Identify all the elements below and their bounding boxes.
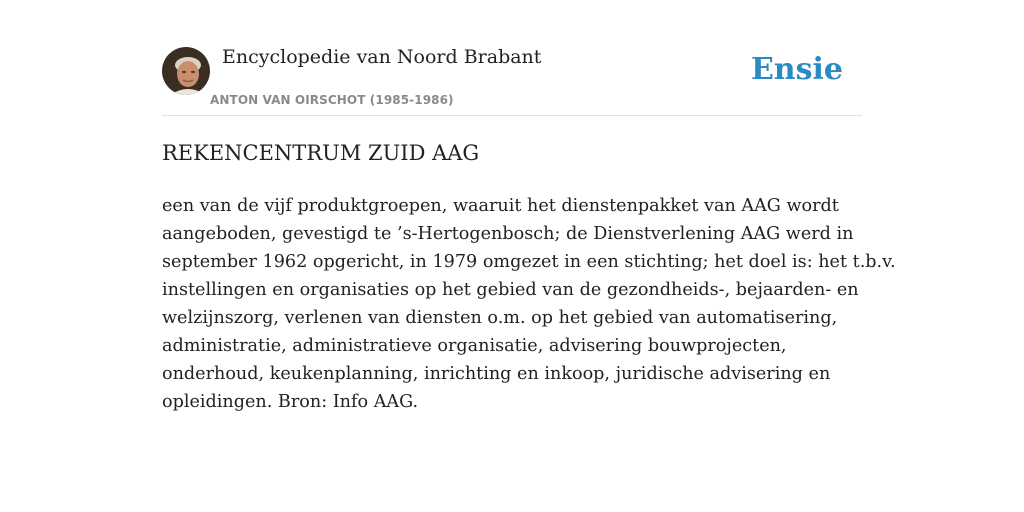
ensie-logo[interactable]: Ensie [750,52,843,87]
author-portrait-icon [162,47,210,95]
entry-body [162,192,896,416]
entry-body-line: opleidingen. Bron: Info AAG. [162,392,419,412]
author-avatar[interactable] [162,47,210,95]
entry-body-line: welzijnszorg, verlenen van diensten o.m. op het gebied van automatisering, [162,308,838,328]
entry-body-line: onderhoud, keukenplanning, inrichting en inkoop, juridische advisering en [162,364,831,384]
source-title[interactable]: Encyclopedie van Noord Brabant [222,46,542,68]
entry-body-line: september 1962 opgericht, in 1979 omgezet in een stichting; het doel is: het t.b.v. [162,252,896,272]
entry-body-line: instellingen en organisaties op het gebied van de gezondheids-, bejaarden- en [162,280,859,300]
entry-title: REKENCENTRUM ZUID AAG [162,141,480,165]
entry-body-line: een van de vijf produktgroepen, waaruit het dienstenpakket van AAG wordt [162,196,839,216]
entry-body-line: administratie, administratieve organisatie, advisering bouwprojecten, [162,336,787,356]
entry-body-line: aangeboden, gevestigd te ’s-Hertogenbosch; de Dienstverlening AAG werd in [162,224,854,244]
source-header [162,44,862,116]
author-name[interactable]: ANTON VAN OIRSCHOT (1985-1986) [210,93,454,107]
